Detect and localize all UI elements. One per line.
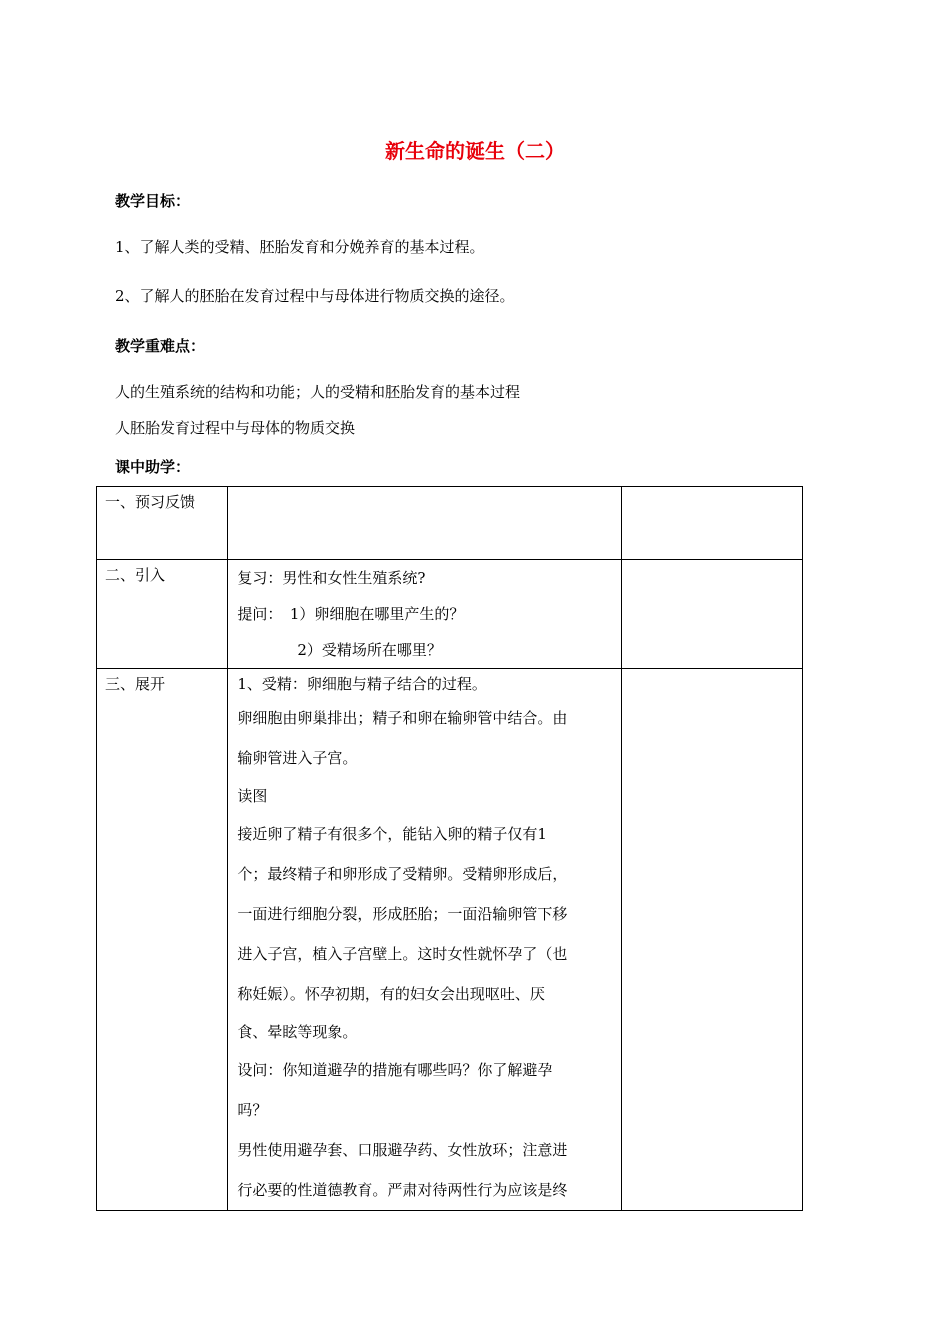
section-label-expand: 三、展开	[105, 675, 166, 693]
content-cell	[228, 669, 622, 1211]
section-label-intro: 二、引入	[105, 566, 166, 584]
content-line: 1、受精：卵细胞与精子结合的过程。	[237, 675, 487, 693]
content-line: 食、晕眩等现象。	[237, 1023, 358, 1041]
content-line: 吗？	[237, 1101, 268, 1119]
section-label-cell	[97, 560, 228, 669]
content-line: 提问： 1）卵细胞在哪里产生的？	[237, 605, 465, 623]
notes-cell	[622, 487, 803, 560]
key-points-heading: 教学重难点：	[115, 337, 206, 355]
notes-cell	[622, 560, 803, 669]
notes-cell	[622, 669, 803, 1211]
content-line: 卵细胞由卵巢排出；精子和卵在输卵管中结合。由	[237, 709, 568, 727]
page-title: 新生命的诞生（二）	[385, 139, 565, 163]
content-line: 男性使用避孕套、口服避孕药、女性放环；注意进	[237, 1141, 568, 1159]
content-line: 复习：男性和女性生殖系统?	[237, 569, 426, 587]
lesson-table	[96, 486, 803, 1211]
objective-item-1: 1、了解人类的受精、胚胎发育和分娩养育的基本过程。	[115, 238, 485, 256]
section-label-cell	[97, 487, 228, 560]
key-point-item-2: 人胚胎发育过程中与母体的物质交换	[115, 419, 356, 437]
objective-item-2: 2、了解人的胚胎在发育过程中与母体进行物质交换的途径。	[115, 287, 515, 305]
table-row	[97, 487, 803, 560]
content-line: 个；最终精子和卵形成了受精卵。受精卵形成后，	[237, 865, 568, 883]
content-line: 进入子宫，植入子宫壁上。这时女性就怀孕了（也	[237, 945, 568, 963]
content-line: 设问：你知道避孕的措施有哪些吗？你了解避孕	[237, 1061, 553, 1079]
class-help-heading: 课中助学：	[115, 458, 191, 476]
content-line: 接近卵了精子有很多个，能钻入卵的精子仅有1	[237, 825, 547, 843]
content-line: 2）受精场所在哪里？	[237, 641, 442, 659]
section-label-preview: 一、预习反馈	[105, 493, 196, 511]
content-line: 一面进行细胞分裂，形成胚胎；一面沿输卵管下移	[237, 905, 568, 923]
objectives-heading: 教学目标：	[115, 192, 191, 210]
table-row	[97, 669, 803, 1211]
content-line: 称妊娠）。怀孕初期，有的妇女会出现呕吐、厌	[237, 985, 545, 1003]
section-label-cell	[97, 669, 228, 1211]
content-cell	[228, 560, 622, 669]
content-line: 行必要的性道德教育。严肃对待两性行为应该是终	[237, 1181, 568, 1199]
content-line: 输卵管进入子宫。	[237, 749, 358, 767]
key-point-item-1: 人的生殖系统的结构和功能；人的受精和胚胎发育的基本过程	[115, 383, 521, 401]
table-row	[97, 560, 803, 669]
content-line: 读图	[237, 787, 268, 805]
content-cell	[228, 487, 622, 560]
